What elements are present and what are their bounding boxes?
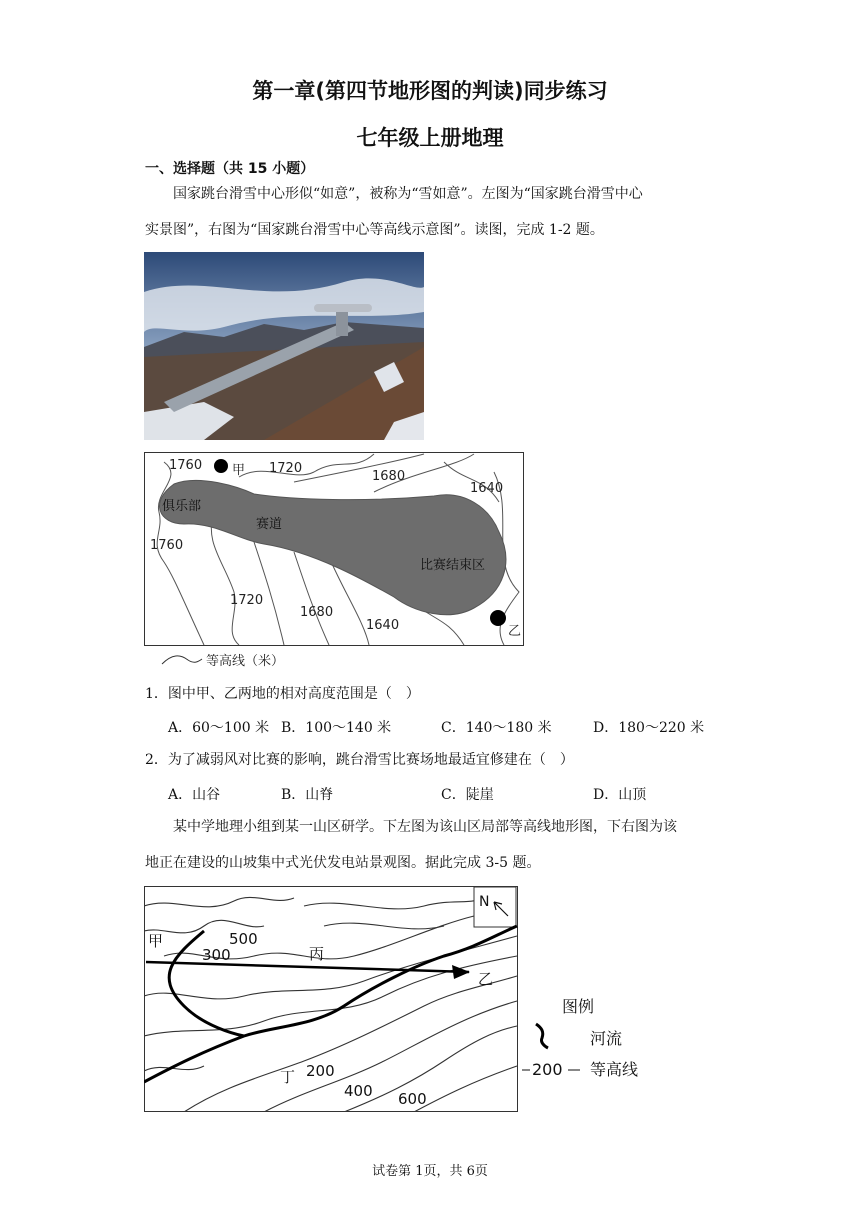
intro-paragraph-1 [145, 176, 725, 248]
contour-label-300: 300 [202, 946, 231, 964]
contour-legend-line [162, 656, 202, 664]
intro-1-line-2: 实景图”，右图为“国家跳台滑雪中心等高线示意图”。读图，完成 1-2 题。 [145, 222, 604, 238]
point-yi-marker [490, 610, 506, 626]
q1-option-c[interactable]: C．140～180 米 [441, 720, 552, 736]
legend-title: 图例 [562, 997, 595, 1016]
q2-option-c[interactable]: C．陡崖 [441, 787, 494, 803]
contour-label-1760-left: 1760 [150, 538, 184, 553]
point-jia-marker [214, 459, 228, 473]
club-label: 俱乐部 [162, 499, 202, 514]
intro-2-line-1: 某中学地理小组到某一山区研学。下左图为该山区局部等高线地形图，下右图为该 [173, 819, 677, 835]
contour-label-600: 600 [398, 1090, 427, 1108]
point-yi-label: 乙 [508, 624, 522, 639]
point-jia-label: 甲 [232, 463, 246, 478]
question-2-stem: 2．为了减弱风对比赛的影响，跳台滑雪比赛场地最适宜修建在（ ） [145, 752, 574, 768]
ski-jump-photo [144, 252, 424, 440]
q2-option-b[interactable]: B．山脊 [281, 787, 334, 803]
finish-area-label: 比赛结束区 [420, 558, 486, 573]
document-subtitle: 七年级上册地理 [356, 126, 504, 150]
contour-legend-label: 等高线（米） [206, 654, 285, 669]
map-1-legend [158, 650, 358, 672]
point-ding-label: 丁 [280, 1068, 296, 1086]
contour-legend-label: 等高线 [590, 1060, 639, 1079]
river-legend-icon [536, 1024, 548, 1048]
question-1-stem: 1．图中甲、乙两地的相对高度范围是（ ） [145, 686, 420, 702]
contour-label-1680-bottom: 1680 [300, 605, 334, 620]
mountain-contour-map [144, 886, 518, 1112]
point-jia-label: 甲 [148, 932, 164, 950]
intro-1-line-1: 国家跳台滑雪中心形似“如意”，被称为“雪如意”。左图为“国家跳台滑雪中心 [173, 186, 643, 202]
contour-label-1680-top: 1680 [372, 469, 406, 484]
contour-label-1760-top: 1760 [169, 458, 203, 473]
contour-label-1720-bottom: 1720 [230, 593, 264, 608]
contour-label-200: 200 [306, 1062, 335, 1080]
point-yi-label: 乙 [478, 970, 494, 988]
point-bing-label: 丙 [309, 945, 325, 963]
q2-option-a[interactable]: A．山谷 [168, 787, 221, 803]
intro-2-line-2: 地正在建设的山坡集中式光伏发电站景观图。据此完成 3-5 题。 [145, 855, 541, 871]
contour-label-400: 400 [344, 1082, 373, 1100]
track-label: 赛道 [256, 517, 283, 532]
page-footer: 试卷第 1页，共 6页 [372, 1164, 488, 1179]
contour-label-1640-top: 1640 [470, 481, 504, 496]
section-heading: 一、选择题（共 15 小题） [145, 161, 315, 177]
q1-option-b[interactable]: B．100～140 米 [281, 720, 392, 736]
contour-label-1640-bottom: 1640 [366, 618, 400, 633]
q2-option-d[interactable]: D．山顶 [593, 787, 647, 803]
contour-legend-value: 200 [532, 1060, 563, 1079]
north-label: N [479, 894, 490, 910]
river-legend-label: 河流 [590, 1029, 623, 1048]
contour-label-500: 500 [229, 930, 258, 948]
map-2-legend [520, 990, 660, 1080]
contour-label-1720-top: 1720 [269, 461, 303, 476]
q1-option-a[interactable]: A．60～100 米 [168, 720, 270, 736]
ski-jump-contour-map [144, 452, 524, 646]
document-title: 第一章(第四节地形图的判读)同步练习 [252, 79, 608, 103]
q1-option-d[interactable]: D．180～220 米 [593, 720, 705, 736]
intro-paragraph-2 [145, 809, 725, 881]
